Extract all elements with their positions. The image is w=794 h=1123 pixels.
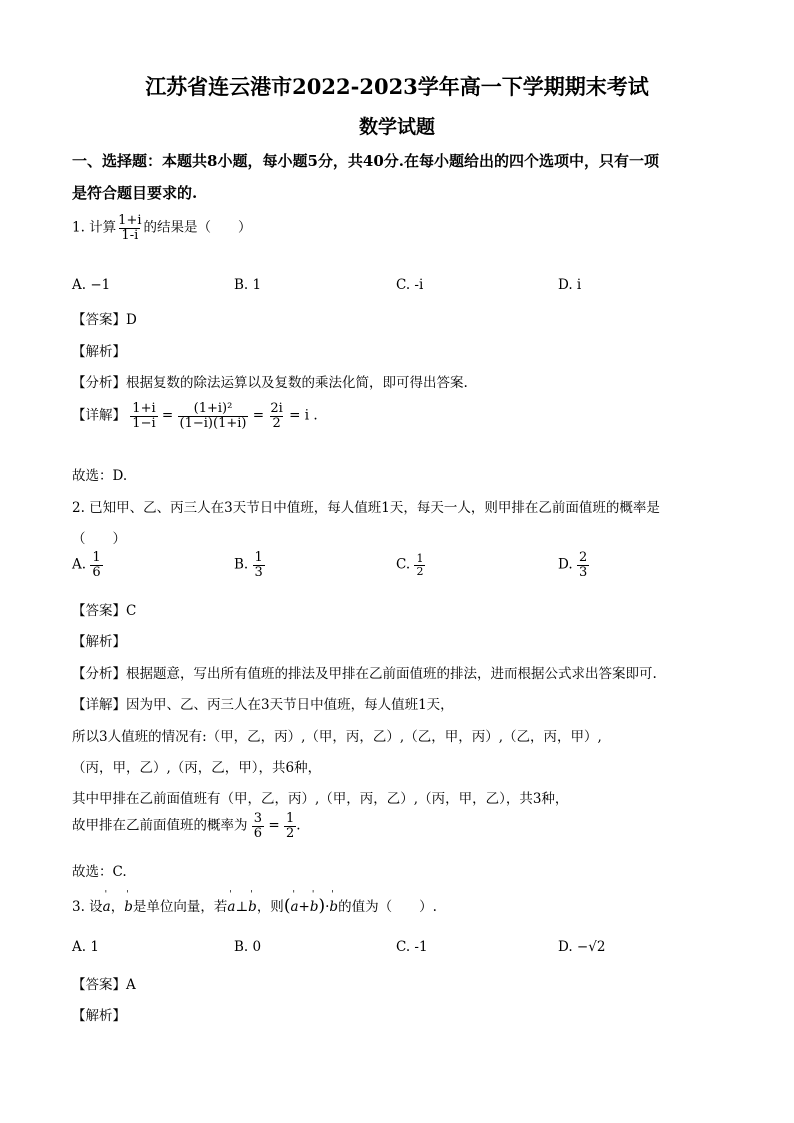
perp-symbol: ⊥ xyxy=(235,899,249,915)
frac-num: 2i xyxy=(270,401,283,416)
frac-den: 1−i xyxy=(132,415,156,431)
option-fraction xyxy=(253,551,265,579)
frac-den: 2 xyxy=(285,825,295,841)
q2-detail xyxy=(72,693,454,713)
frac-den: 3 xyxy=(578,564,588,580)
q1-choice: 故选：D. xyxy=(72,468,128,484)
q3-analysis-tag: 【解析】 xyxy=(72,1008,126,1024)
q1-fenxi xyxy=(72,371,468,391)
dot-operator: · xyxy=(325,899,330,915)
section-heading-line1: 一、选择题：本题共8小题，每小题5分，共40分.在每小题给出的四个选项中，只有一项 xyxy=(72,152,659,170)
option-label: C. xyxy=(396,556,411,573)
vector-b: ' b xyxy=(329,899,338,915)
fenxi-tag: 【分析】 xyxy=(72,666,126,682)
detail-tag: 【详解】 xyxy=(72,697,126,713)
q1-option-b: B. 1 xyxy=(234,277,262,293)
option-fraction xyxy=(577,551,589,579)
q3-option-b: B. 0 xyxy=(234,939,262,955)
q2-stem-line2: （ ） xyxy=(72,531,126,547)
q1-suffix: 的结果是（ ） xyxy=(143,219,252,236)
q2-option-b xyxy=(234,551,265,579)
q3-suffix: 的值为（ ）. xyxy=(338,899,437,915)
q1-detail-frac2 xyxy=(178,402,249,430)
section-heading-line2: 是符合题目要求的. xyxy=(72,184,198,202)
frac-den: 6 xyxy=(253,825,263,841)
frac-num: (1+i)² xyxy=(193,401,233,416)
q2-option-a xyxy=(72,551,103,579)
q3-option-a: A. 1 xyxy=(72,939,99,955)
equals-sign: = xyxy=(161,407,174,424)
frac-den: 6 xyxy=(92,564,101,580)
q1-frac-den: 1-i xyxy=(121,227,139,243)
q2-detail-text: 因为甲、乙、丙三人在3天节日中值班，每人值班1天， xyxy=(126,697,454,713)
q1-prefix: 1. 计算 xyxy=(72,219,117,236)
q1-analysis-tag: 【解析】 xyxy=(72,344,126,360)
q2-line-b: （丙，甲，乙）,（丙，乙，甲），共6种， xyxy=(72,760,322,776)
option-label: D. xyxy=(558,556,573,573)
q1-detail-frac3 xyxy=(268,402,284,430)
frac-den: 3 xyxy=(254,564,263,580)
q2-option-c xyxy=(396,553,425,577)
answer-tag: 【答案】 xyxy=(72,977,126,993)
paren-open: ( xyxy=(283,896,291,916)
q1-fraction xyxy=(116,214,143,242)
detail-tag: 【详解】 xyxy=(72,407,126,424)
q3-text: ，则 xyxy=(256,899,284,915)
q3-prefix: 3. 设 xyxy=(72,899,103,915)
vector-a: ' a xyxy=(227,899,235,915)
vector-b: ' b xyxy=(248,899,257,915)
frac-num: 1 xyxy=(416,552,424,565)
q2-fenxi xyxy=(72,662,657,682)
q3-answer-value: A xyxy=(126,977,136,993)
q2-answer xyxy=(72,599,136,619)
option-label: B. xyxy=(234,556,249,573)
q1-frac-num: 1+i xyxy=(118,213,142,228)
q1-detail-frac1 xyxy=(130,402,157,430)
page-title: 江苏省连云港市2022-2023学年高一下学期期末考试 xyxy=(145,74,649,99)
option-label: A. xyxy=(72,556,87,573)
q1-option-d: D. i xyxy=(558,277,582,293)
q1-option-a: A. −1 xyxy=(72,277,111,293)
q1-detail xyxy=(72,402,318,430)
q2-option-d xyxy=(558,551,589,579)
frac-den: (1−i)(1+i) xyxy=(179,415,247,431)
frac-num: 2 xyxy=(578,550,588,565)
frac-num: 1+i xyxy=(132,401,156,416)
q2-line-c: 其中甲排在乙前面值班有（甲，乙，丙）,（甲，丙，乙）,（丙，甲，乙），共3种， xyxy=(72,791,569,807)
vector-a: ' a xyxy=(290,899,298,915)
comma: ， xyxy=(110,899,125,915)
option-fraction xyxy=(90,551,102,579)
page-subtitle: 数学试题 xyxy=(358,116,435,138)
plus-sign: + xyxy=(298,899,310,915)
q3-answer xyxy=(72,973,136,993)
q2-choice: 故选：C. xyxy=(72,864,127,880)
q2-answer-value: C xyxy=(126,603,137,619)
answer-tag: 【答案】 xyxy=(72,312,126,328)
q2-frac1 xyxy=(252,812,264,840)
q2-stem-line1: 2. 已知甲、乙、丙三人在3天节日中值班，每人值班1天，每天一人，则甲排在乙前面值班的概率是 xyxy=(72,500,660,516)
vector-b: ' b xyxy=(124,899,133,915)
q1-option-c: C. -i xyxy=(396,277,424,293)
q2-frac2 xyxy=(284,812,296,840)
frac-num: 1 xyxy=(285,811,295,826)
frac-num: 3 xyxy=(253,811,263,826)
q3-option-d: D. −√2 xyxy=(558,939,606,955)
answer-tag: 【答案】 xyxy=(72,603,126,619)
q2-line-a: 所以3人值班的情况有:（甲，乙，丙）,（甲，丙，乙）,（乙，甲，丙）,（乙，丙，甲）, xyxy=(72,729,602,745)
paren-close: ) xyxy=(318,896,326,916)
q2-line-d-prefix: 故甲排在乙前面值班的概率为 xyxy=(72,817,248,834)
q2-line-d xyxy=(72,812,301,840)
frac-den: 2 xyxy=(272,415,281,431)
q1-fenxi-text: 根据复数的除法运算以及复数的乘法化简，即可得出答案. xyxy=(126,375,468,391)
option-fraction xyxy=(414,553,425,577)
q1-result: = i . xyxy=(289,407,318,424)
q2-analysis-tag: 【解析】 xyxy=(72,634,126,650)
q1-answer-value: D xyxy=(126,312,137,328)
fenxi-tag: 【分析】 xyxy=(72,375,126,391)
vector-b: ' b xyxy=(310,899,319,915)
q1-stem xyxy=(72,214,252,242)
q1-answer xyxy=(72,308,137,328)
equals-sign: = xyxy=(268,817,280,834)
vector-a: ' a xyxy=(103,899,111,915)
frac-num: 1 xyxy=(92,550,101,565)
frac-num: 1 xyxy=(254,550,263,565)
q3-stem xyxy=(72,895,437,916)
equals-sign: = xyxy=(252,407,265,424)
q2-fenxi-text: 根据题意，写出所有值班的排法及甲排在乙前面值班的排法，进而根据公式求出答案即可. xyxy=(126,666,657,682)
frac-den: 2 xyxy=(416,564,424,578)
period: . xyxy=(296,817,301,834)
q3-option-c: C. -1 xyxy=(396,939,428,955)
q3-text: 是单位向量，若 xyxy=(132,899,228,915)
